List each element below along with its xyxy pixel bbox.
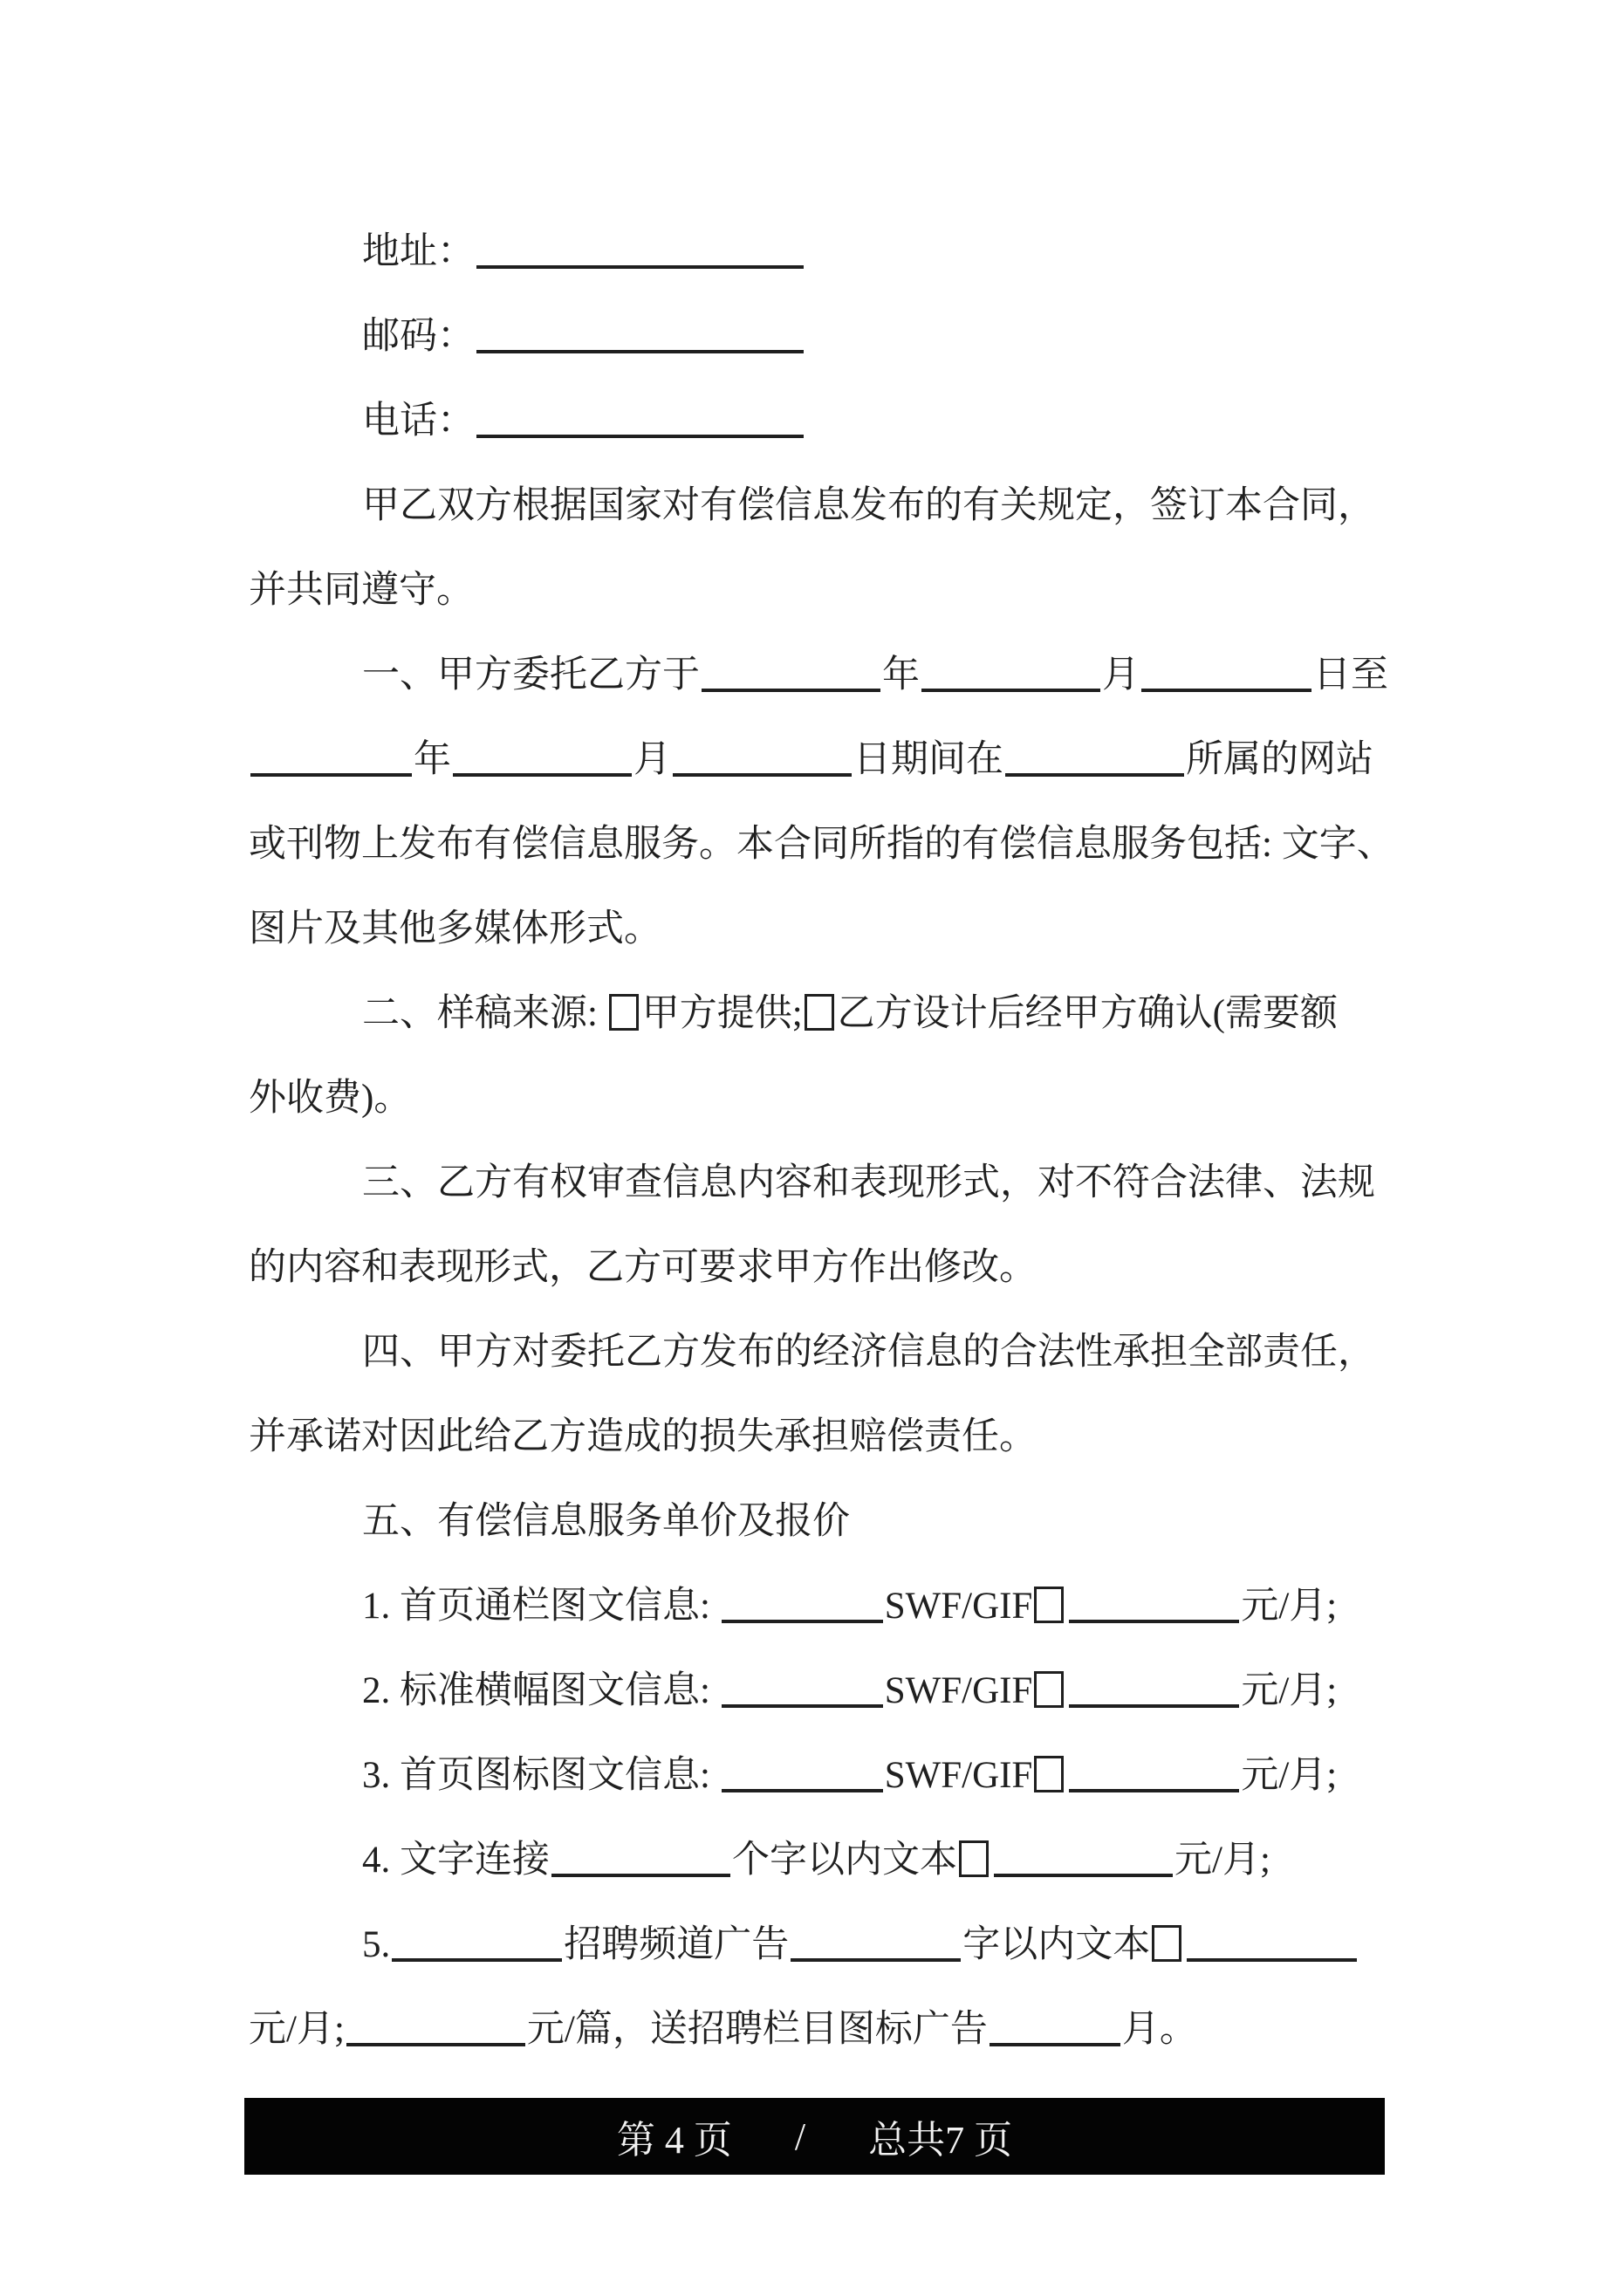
document-line	[249, 1395, 1392, 1479]
text-run: 四、甲方对委托乙方发布的经济信息的合法性承担全部责任，	[362, 1332, 1375, 1373]
text-run: 元/月;	[249, 2009, 345, 2050]
text-run: 或刊物上发布有偿信息服务。本合同所指的有偿信息服务包括: 文字、	[249, 824, 1394, 865]
text-run: 1. 首页通栏图文信息:	[362, 1586, 720, 1627]
document-line	[249, 1818, 1392, 1902]
document-line	[249, 1310, 1392, 1395]
text-run: 元/月;	[1241, 1586, 1338, 1627]
text-run: SWF/GIF	[884, 1586, 1033, 1627]
checkbox-icon	[959, 1840, 989, 1877]
document-line	[249, 1733, 1392, 1818]
text-run: SWF/GIF	[884, 1755, 1033, 1796]
text-run: 4. 文字连接	[362, 1840, 550, 1881]
blank-underline	[921, 659, 1100, 692]
document-line	[249, 294, 1392, 379]
checkbox-icon	[1152, 1925, 1181, 1962]
blank-underline	[990, 2013, 1120, 2046]
document-line	[249, 209, 1392, 294]
blank-underline	[994, 1844, 1173, 1877]
blank-underline	[791, 1929, 961, 1962]
blank-underline	[1069, 1590, 1239, 1623]
checkbox-icon	[805, 994, 834, 1031]
text-run: 的内容和表现形式，乙方可要求甲方作出修改。	[249, 1247, 1037, 1288]
blank-underline	[1005, 744, 1184, 777]
footer-separator: /	[794, 2114, 806, 2158]
text-run: 月	[1102, 655, 1140, 696]
document-line	[249, 633, 1392, 717]
text-run: 一、甲方委托乙方于	[362, 655, 700, 696]
text-run: 招聘频道广告	[564, 1924, 790, 1965]
checkbox-icon	[1034, 1671, 1064, 1708]
text-run: 日至	[1313, 655, 1388, 696]
text-run: 邮码：	[362, 316, 475, 357]
document-line	[249, 463, 1392, 548]
document-body	[249, 209, 1392, 2072]
document-line	[249, 717, 1392, 802]
text-run: 年	[882, 655, 920, 696]
document-line	[249, 802, 1392, 887]
text-run: 元/月;	[1241, 1755, 1338, 1796]
document-line	[249, 887, 1392, 971]
checkbox-icon	[609, 994, 639, 1031]
blank-underline	[1141, 659, 1311, 692]
text-run: 五、有偿信息服务单价及报价	[362, 1501, 850, 1542]
document-line	[249, 1648, 1392, 1733]
blank-underline	[1187, 1929, 1357, 1962]
blank-underline	[1069, 1675, 1239, 1708]
text-run: SWF/GIF	[884, 1670, 1033, 1711]
document-line	[249, 1564, 1392, 1648]
document-line	[249, 1056, 1392, 1141]
footer-current-page: 第 4 页	[616, 2119, 732, 2162]
document-line	[249, 1141, 1392, 1225]
text-run: 元/篇，送招聘栏目图标广告	[526, 2009, 988, 2050]
blank-underline	[673, 744, 852, 777]
blank-underline	[702, 659, 880, 692]
document-line	[249, 548, 1392, 633]
blank-underline	[722, 1675, 883, 1708]
blank-underline	[476, 405, 804, 438]
text-run: 图片及其他多媒体形式。	[249, 908, 661, 949]
text-run: 月	[633, 739, 671, 780]
text-run: 2. 标准横幅图文信息:	[362, 1670, 720, 1711]
text-run: 乙方设计后经甲方确认(需要额	[837, 993, 1338, 1034]
text-run: 外收费)。	[249, 1078, 412, 1119]
text-run: 月。	[1121, 2009, 1197, 2050]
text-run: 5.	[362, 1924, 391, 1965]
document-line	[249, 1479, 1392, 1564]
text-run: 甲方提供;	[641, 993, 803, 1034]
blank-underline	[453, 744, 632, 777]
page-footer-bar	[244, 2098, 1385, 2175]
blank-underline	[722, 1590, 883, 1623]
text-run: 电话：	[362, 401, 475, 442]
checkbox-icon	[1034, 1756, 1064, 1792]
blank-underline	[722, 1759, 883, 1792]
text-run: 并承诺对因此给乙方造成的损失承担赔偿责任。	[249, 1416, 1037, 1457]
text-run: 日期间在	[853, 739, 1003, 780]
document-line	[249, 379, 1392, 463]
document-line	[249, 1987, 1392, 2072]
text-run: 字以内文本	[962, 1924, 1151, 1965]
blank-underline	[250, 744, 412, 777]
document-line	[249, 971, 1392, 1056]
text-run: 并共同遵守。	[249, 570, 474, 611]
blank-underline	[476, 236, 804, 269]
blank-underline	[551, 1844, 730, 1877]
text-run: 年	[414, 739, 451, 780]
text-run: 元/月;	[1241, 1670, 1338, 1711]
document-line	[249, 1225, 1392, 1310]
text-run: 二、样稿来源:	[362, 993, 607, 1034]
text-run: 个字以内文本	[732, 1840, 957, 1881]
blank-underline	[1069, 1759, 1239, 1792]
text-run: 地址：	[362, 231, 475, 272]
text-run: 3. 首页图标图文信息:	[362, 1755, 720, 1796]
blank-underline	[346, 2013, 525, 2046]
blank-underline	[476, 320, 804, 353]
blank-underline	[392, 1929, 562, 1962]
footer-total-pages: 总共7 页	[868, 2119, 1013, 2162]
checkbox-icon	[1034, 1587, 1064, 1623]
text-run: 三、乙方有权审查信息内容和表现形式，对不符合法律、法规	[362, 1162, 1375, 1203]
text-run: 所属的网站	[1186, 739, 1373, 780]
document-line	[249, 1902, 1392, 1987]
text-run: 甲乙双方根据国家对有偿信息发布的有关规定，签订本合同，	[362, 485, 1375, 526]
text-run: 元/月;	[1174, 1840, 1270, 1881]
